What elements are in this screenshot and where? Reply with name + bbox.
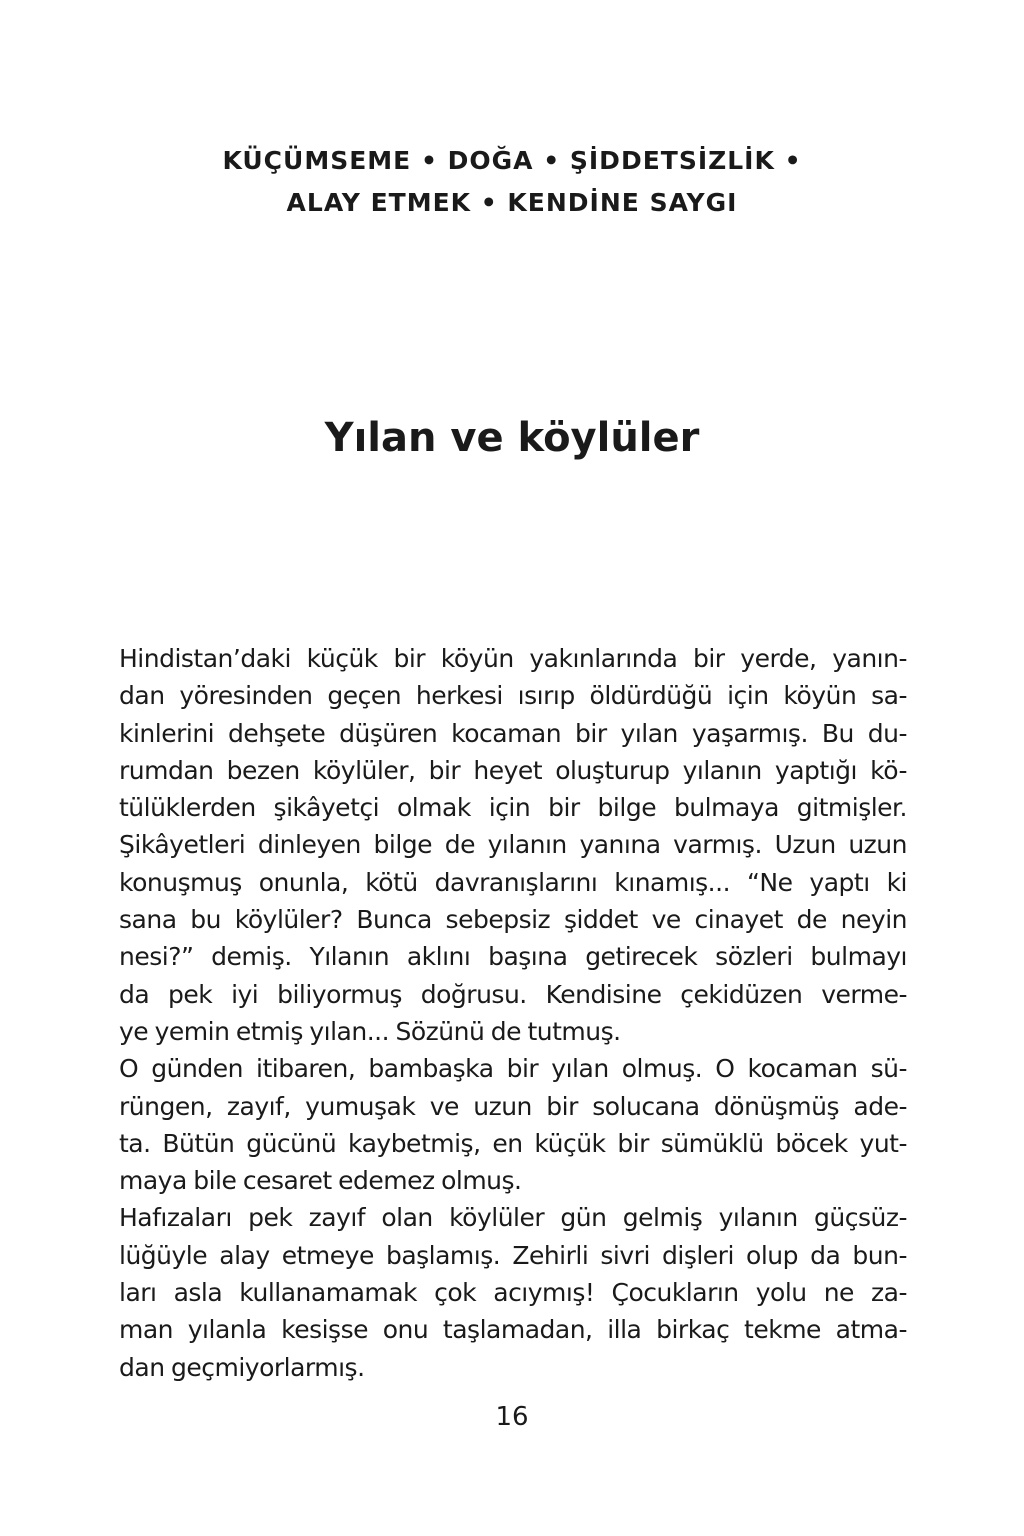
- text-line: Hindistan’daki küçük bir köyün yakınlarında bir yerde, yanın-: [119, 644, 907, 673]
- text-line: Şikâyetleri dinleyen bilge de yılanın yanına varmış. Uzun uzun: [119, 830, 907, 860]
- story-title: Yılan ve köylüler: [324, 415, 700, 461]
- text-line: ye yemin etmiş yılan... Sözünü de tutmuş.: [119, 1016, 621, 1046]
- page-number: 16: [495, 1402, 529, 1432]
- text-line: ta. Bütün gücünü kaybetmiş, en küçük bir sümüklü böcek yut-: [119, 1128, 907, 1158]
- paragraph-1: [119, 640, 907, 1050]
- text-line: Hafızaları pek zayıf olan köylüler gün gelmiş yılanın güçsüz-: [119, 1203, 907, 1233]
- text-line: ları asla kullanamamak çok acıymış! Çocukların yolu ne za-: [119, 1278, 907, 1308]
- text-line: O günden itibaren, bambaşka bir yılan olmuş. O kocaman sü-: [119, 1054, 907, 1084]
- text-line: tülüklerden şikâyetçi olmak için bir bilge bulmaya gitmişler.: [119, 793, 907, 823]
- text-line: sana bu köylüler? Bunca sebepsiz şiddet ve cinayet de neyin: [119, 905, 907, 935]
- text-line: lüğüyle alay etmeye başlamış. Zehirli sivri dişleri olup da bun-: [119, 1240, 907, 1270]
- text-line: da pek iyi biliyormuş doğrusu. Kendisine çekidüzen verme-: [119, 979, 907, 1009]
- text-line: kinlerini dehşete düşüren kocaman bir yılan yaşarmış. Bu du-: [119, 718, 907, 748]
- text-line: rumdan bezen köylüler, bir heyet oluşturup yılanın yaptığı kö-: [119, 755, 907, 785]
- topic-tags: [0, 140, 1024, 224]
- text-line: maya bile cesaret edemez olmuş.: [119, 1166, 522, 1196]
- text-line: man yılanla kesişse onu taşlamadan, illa birkaç tekme atma-: [119, 1315, 907, 1345]
- paragraph-2: [119, 1050, 907, 1199]
- story-body: [119, 640, 907, 1386]
- text-line: konuşmuş onunla, kötü davranışlarını kınamış... “Ne yaptı ki: [119, 867, 907, 897]
- text-line: rüngen, zayıf, yumuşak ve uzun bir solucana dönüşmüş ade-: [119, 1091, 907, 1121]
- topic-tags-line-2: ALAY ETMEK • KENDİNE SAYGI: [286, 188, 738, 217]
- text-line: dan yöresinden geçen herkesi ısırıp öldürdüğü için köyün sa-: [119, 681, 907, 711]
- text-line: dan geçmiyorlarmış.: [119, 1352, 365, 1382]
- text-line: nesi?” demiş. Yılanın aklını başına getirecek sözleri bulmayı: [119, 942, 907, 972]
- topic-tags-line-1: KÜÇÜMSEME • DOĞA • ŞİDDETSİZLİK •: [222, 146, 802, 175]
- paragraph-3: [119, 1199, 907, 1385]
